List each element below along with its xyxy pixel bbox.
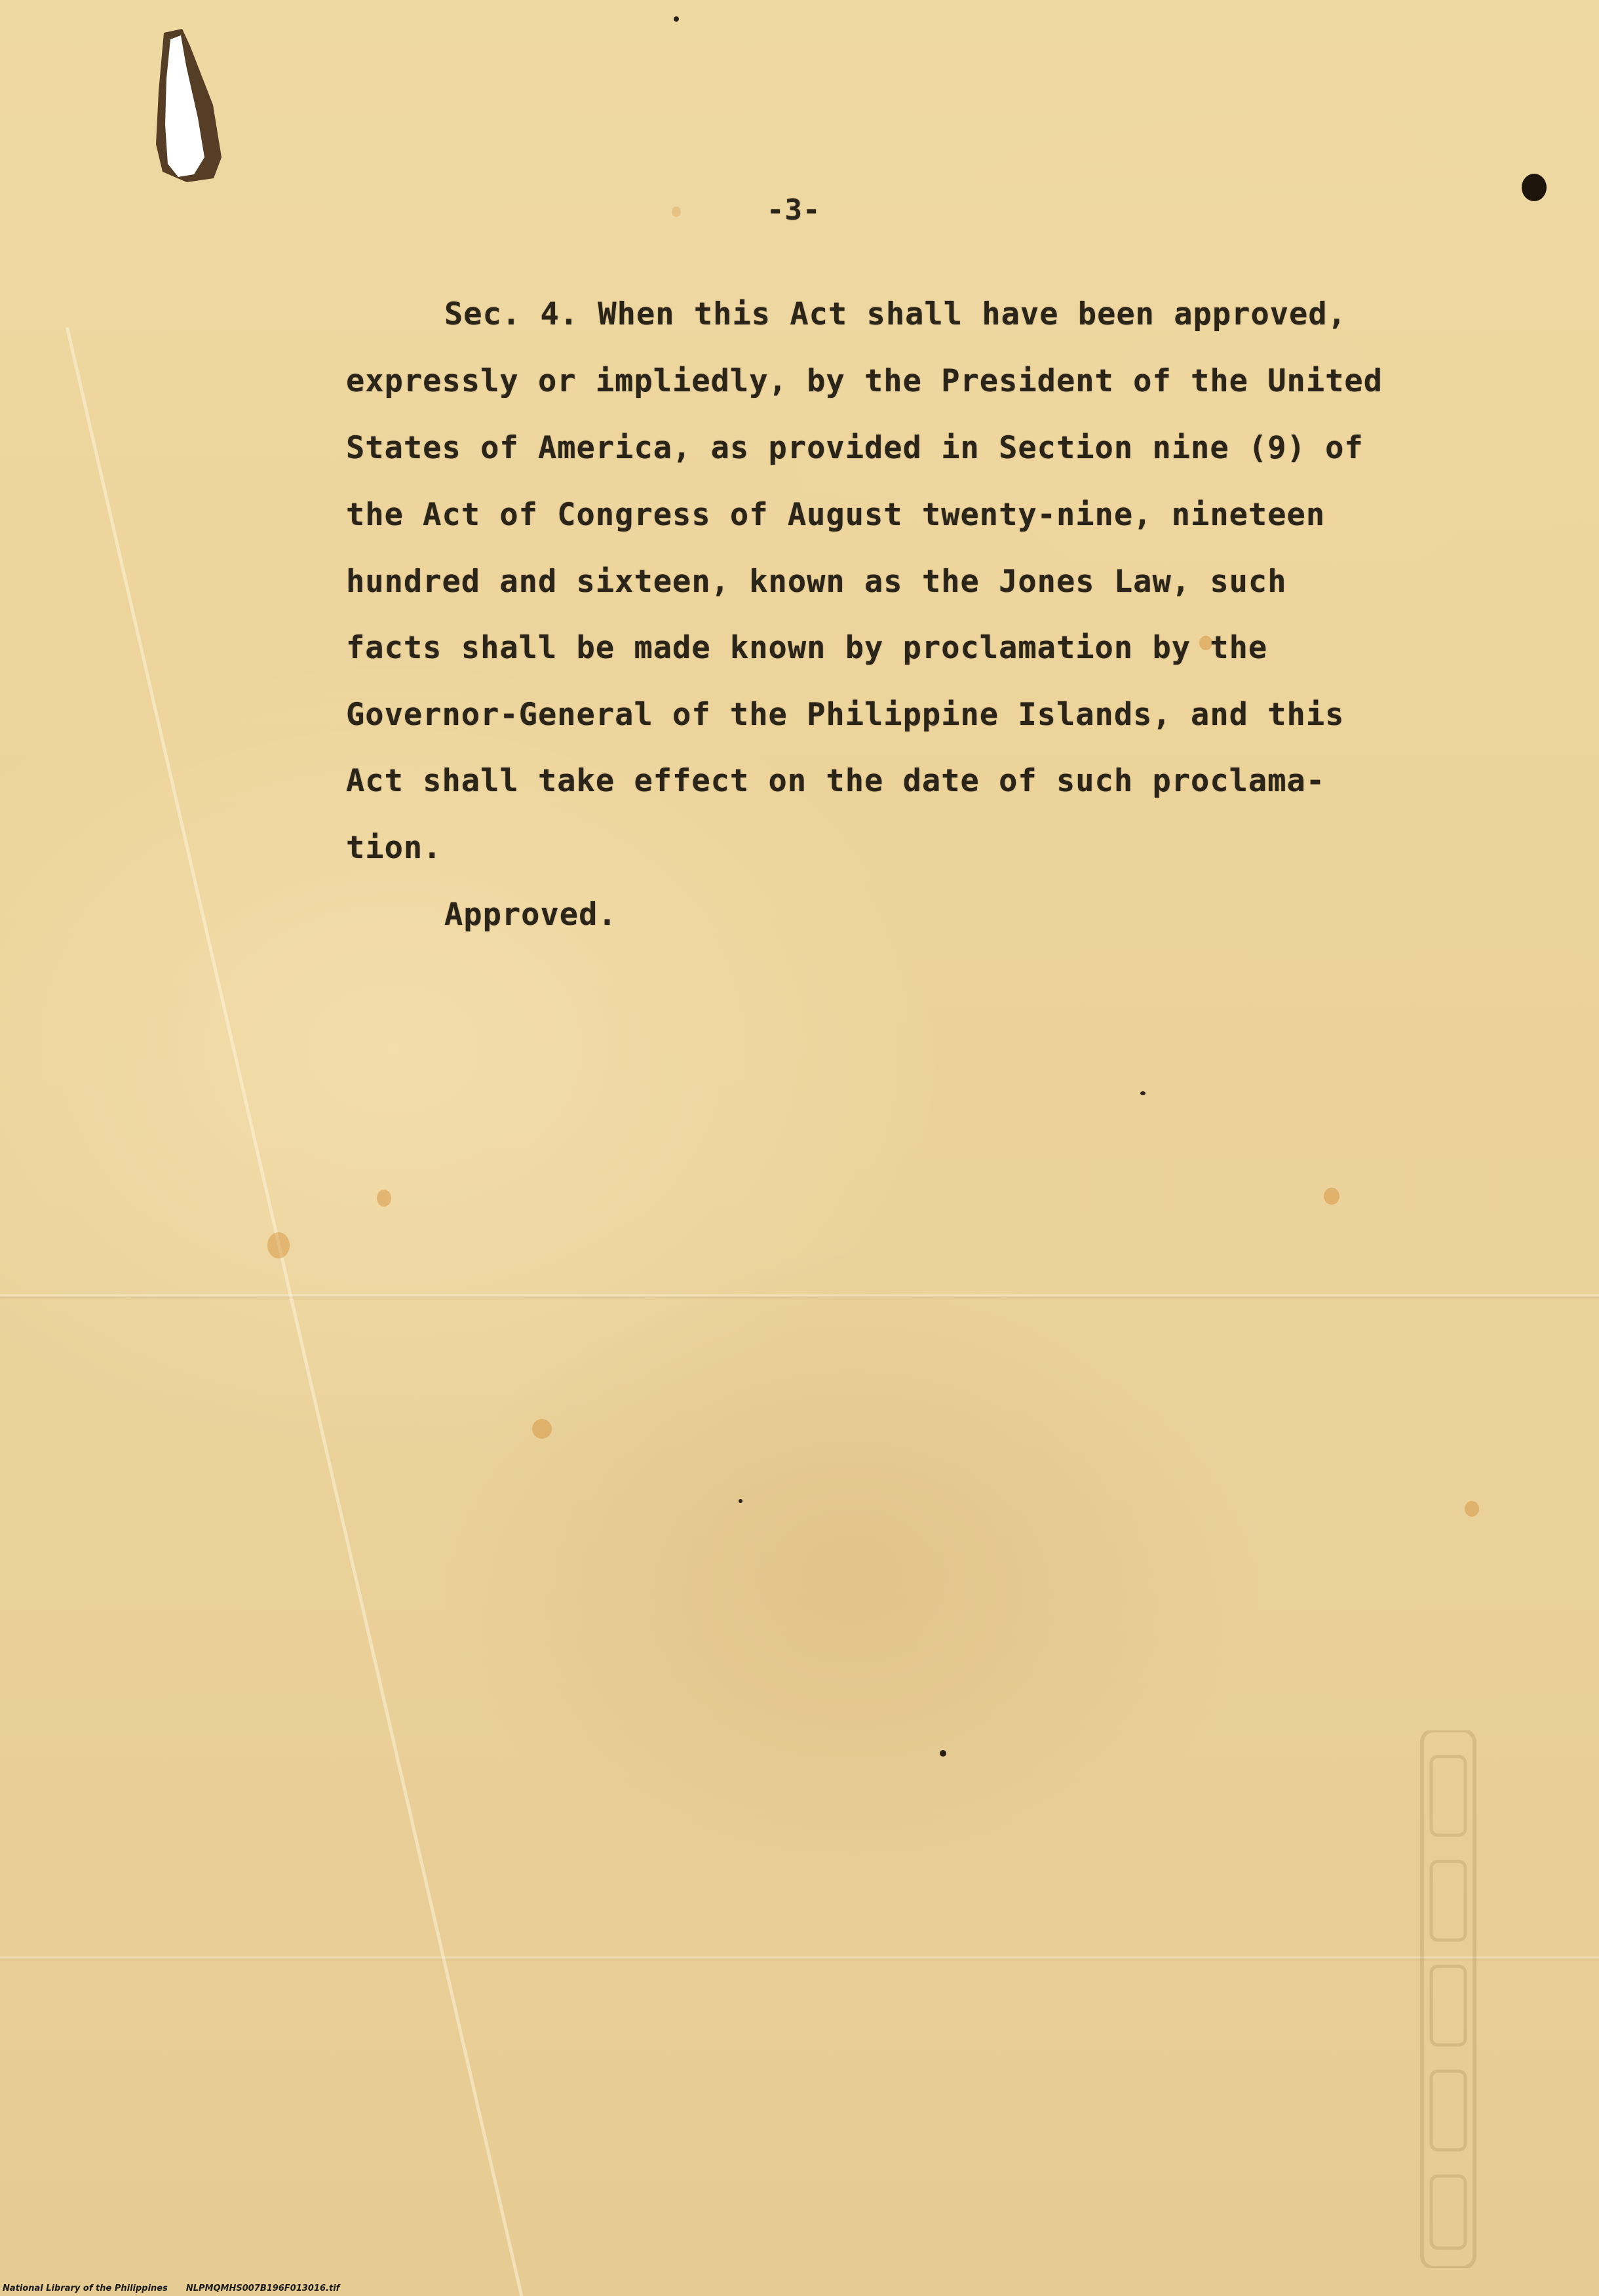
section-line: Governor-General of the Philippine Islands, and this (346, 697, 1345, 733)
section-line: tion. (346, 830, 442, 866)
stamp-watermark (1416, 1730, 1481, 2268)
section-line: the Act of Congress of August twenty-nine, nineteen (346, 497, 1326, 533)
speck (674, 16, 679, 22)
stain (377, 1190, 391, 1207)
scan-caption (3, 2284, 339, 2293)
stain (672, 206, 681, 217)
speck (1140, 1091, 1146, 1095)
speck (940, 1750, 946, 1757)
library-name: National Library of the Philippines (3, 2284, 168, 2293)
file-id: NLPMQMHS007B196F013016.tif (185, 2284, 340, 2293)
section-line: expressly or impliedly, by the President of the United (346, 363, 1383, 399)
section-line: Sec. 4. When this Act shall have been approved, (444, 296, 1347, 332)
paper-fold-horizontal (0, 1294, 1599, 1298)
paper-fold-diagonal (66, 327, 526, 2296)
speck (739, 1499, 742, 1503)
stain (1324, 1188, 1339, 1205)
stain (1465, 1501, 1479, 1517)
approved-line: Approved. (444, 897, 617, 933)
section-line: Act shall take effect on the date of such proclama- (346, 763, 1326, 799)
stain (267, 1232, 290, 1258)
section-line: States of America, as provided in Section nine (9) of (346, 430, 1364, 466)
section-line: hundred and sixteen, known as the Jones Law, such (346, 564, 1287, 600)
page-number: -3- (767, 193, 821, 227)
burn-hole (151, 26, 223, 184)
paper-fold-horizontal (0, 1956, 1599, 1960)
stain (532, 1419, 552, 1439)
punch-mark (1522, 174, 1547, 201)
section-line: facts shall be made known by proclamation by the (346, 630, 1268, 666)
